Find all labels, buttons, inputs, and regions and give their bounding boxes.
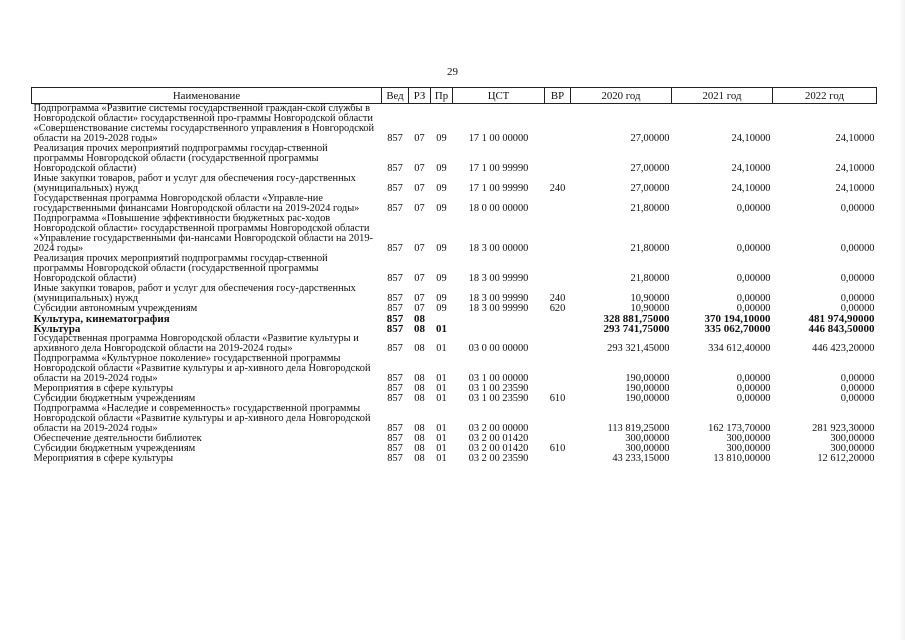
row-value-2022: 446 423,20000 bbox=[812, 343, 875, 354]
row-ved: 857 bbox=[387, 293, 403, 304]
table-row bbox=[32, 354, 877, 384]
row-cst: 18 3 00 99990 bbox=[468, 303, 529, 314]
row-cst: 03 1 00 00000 bbox=[468, 373, 529, 384]
table-row bbox=[32, 174, 877, 194]
row-ved: 857 bbox=[387, 453, 403, 464]
row-value-2020: 21,80000 bbox=[630, 243, 670, 254]
row-name: Иные закупки товаров, работ и услуг для обеспечения госу-дарственных (муниципальных) нужд bbox=[33, 173, 356, 194]
row-value-2021: 0,00000 bbox=[736, 293, 771, 304]
row-value-2021: 0,00000 bbox=[736, 383, 771, 394]
row-pr: 01 bbox=[436, 393, 447, 404]
row-value-2022: 0,00000 bbox=[840, 303, 875, 314]
row-ved: 857 bbox=[387, 393, 403, 404]
row-value-2020: 27,00000 bbox=[630, 163, 670, 174]
row-vr: 610 bbox=[549, 393, 566, 404]
row-name: Обеспечение деятельности библиотек bbox=[33, 433, 202, 444]
row-name: Государственная программа Новгородской области «Управле-ние государственными финансами Новгородской области на 2019-2024 годы» bbox=[33, 193, 360, 214]
row-name: Субсидии бюджетным учреждениям bbox=[33, 393, 196, 404]
row-value-2021: 24,10000 bbox=[731, 163, 771, 174]
row-value-2020: 27,00000 bbox=[630, 133, 670, 144]
row-cst: 18 3 00 00000 bbox=[468, 243, 529, 254]
row-value-2022: 0,00000 bbox=[840, 243, 875, 254]
header-year-2022: 2022 год bbox=[773, 88, 877, 104]
row-ved: 857 bbox=[387, 373, 403, 384]
row-rz: 08 bbox=[414, 313, 425, 325]
row-pr: 09 bbox=[436, 273, 447, 284]
row-value-2022: 281 923,30000 bbox=[812, 423, 875, 434]
row-pr: 09 bbox=[436, 133, 447, 144]
row-cst bbox=[453, 314, 545, 324]
row-name: Подпрограмма «Культурное поколение» государственной программы Новгородской области «Развитие культуры и ар-хивного дела Новгородской области на 2019-2024 годы» bbox=[33, 353, 371, 384]
row-ved: 857 bbox=[387, 243, 403, 254]
row-rz: 07 bbox=[414, 133, 425, 144]
row-rz: 07 bbox=[414, 273, 425, 284]
row-name: Государственная программа Новгородской области «Развитие культуры и архивного дела Новгородской области на 2019-2024 годы» bbox=[33, 333, 359, 354]
row-pr: 09 bbox=[436, 203, 447, 214]
row-value-2021: 0,00000 bbox=[736, 373, 771, 384]
row-value-2021: 370 194,10000 bbox=[704, 313, 771, 325]
row-ved: 857 bbox=[386, 313, 404, 325]
row-value-2022: 24,10000 bbox=[835, 183, 875, 194]
table-row bbox=[32, 284, 877, 304]
header-ved: Вед bbox=[382, 88, 409, 104]
row-ved: 857 bbox=[387, 203, 403, 214]
row-rz: 08 bbox=[414, 323, 425, 335]
row-value-2022: 0,00000 bbox=[840, 383, 875, 394]
row-vr bbox=[545, 404, 571, 434]
row-vr bbox=[545, 314, 571, 324]
row-ved: 857 bbox=[387, 183, 403, 194]
row-pr: 09 bbox=[436, 243, 447, 254]
row-value-2022: 24,10000 bbox=[835, 133, 875, 144]
row-ved: 857 bbox=[387, 273, 403, 284]
row-vr: 240 bbox=[549, 183, 566, 194]
row-name: Культура bbox=[33, 323, 81, 335]
row-value-2020: 10,90000 bbox=[630, 303, 670, 314]
row-vr bbox=[545, 334, 571, 354]
row-vr: 620 bbox=[549, 303, 566, 314]
row-cst: 18 3 00 99990 bbox=[468, 293, 529, 304]
row-value-2022: 24,10000 bbox=[835, 163, 875, 174]
row-value-2020: 113 819,25000 bbox=[607, 423, 670, 434]
row-vr bbox=[545, 454, 571, 464]
row-value-2020: 328 881,75000 bbox=[603, 313, 670, 325]
row-value-2021: 13 810,00000 bbox=[713, 453, 771, 464]
row-value-2021: 0,00000 bbox=[736, 303, 771, 314]
row-value-2020: 27,00000 bbox=[630, 183, 670, 194]
row-value-2022: 0,00000 bbox=[840, 203, 875, 214]
scan-edge bbox=[899, 0, 905, 640]
row-value-2020: 43 233,15000 bbox=[612, 453, 670, 464]
row-name: Мероприятия в сфере культуры bbox=[33, 453, 174, 464]
row-ved: 857 bbox=[387, 433, 403, 444]
row-vr: 240 bbox=[549, 293, 566, 304]
row-value-2022: 0,00000 bbox=[840, 373, 875, 384]
row-name: Подпрограмма «Наследие и современность» государственной программы Новгородской области «Развитие культуры и ар-хивного дела Новгородской области на 2019-2024 годы» bbox=[33, 403, 371, 434]
row-ved: 857 bbox=[386, 323, 404, 335]
table-row bbox=[32, 194, 877, 214]
row-vr bbox=[545, 214, 571, 254]
row-rz: 08 bbox=[414, 443, 425, 454]
row-pr: 01 bbox=[436, 343, 447, 354]
header-cst: ЦСТ bbox=[453, 88, 545, 104]
row-rz: 08 bbox=[414, 453, 425, 464]
row-name: Мероприятия в сфере культуры bbox=[33, 383, 174, 394]
row-value-2020: 293 321,45000 bbox=[607, 343, 670, 354]
table-row bbox=[32, 214, 877, 254]
table-header-row bbox=[32, 88, 877, 104]
row-value-2022: 0,00000 bbox=[840, 293, 875, 304]
row-value-2020: 300,00000 bbox=[625, 443, 670, 454]
row-ved: 857 bbox=[387, 343, 403, 354]
row-rz: 07 bbox=[414, 293, 425, 304]
header-name: Наименование bbox=[32, 88, 382, 104]
row-cst: 03 1 00 23590 bbox=[468, 393, 529, 404]
table-row bbox=[32, 404, 877, 434]
row-rz: 08 bbox=[414, 393, 425, 404]
row-name: Субсидии бюджетным учреждениям bbox=[33, 443, 196, 454]
row-value-2022: 0,00000 bbox=[840, 393, 875, 404]
row-value-2021: 0,00000 bbox=[736, 393, 771, 404]
row-value-2021: 24,10000 bbox=[731, 183, 771, 194]
row-cst: 17 1 00 00000 bbox=[468, 133, 529, 144]
row-pr: 01 bbox=[436, 443, 447, 454]
row-cst: 03 2 00 01420 bbox=[468, 443, 529, 454]
row-vr bbox=[545, 354, 571, 384]
row-value-2022: 300,00000 bbox=[830, 443, 875, 454]
row-rz: 07 bbox=[414, 163, 425, 174]
row-name: Субсидии автономным учреждениям bbox=[33, 303, 198, 314]
row-value-2022: 481 974,90000 bbox=[808, 313, 875, 325]
row-rz: 07 bbox=[414, 203, 425, 214]
row-pr: 01 bbox=[436, 423, 447, 434]
row-name: Культура, кинематография bbox=[33, 313, 170, 325]
row-ved: 857 bbox=[387, 303, 403, 314]
row-cst: 03 0 00 00000 bbox=[468, 343, 529, 354]
row-value-2021: 300,00000 bbox=[726, 443, 771, 454]
row-ved: 857 bbox=[387, 133, 403, 144]
row-cst: 03 2 00 00000 bbox=[468, 423, 529, 434]
row-pr: 01 bbox=[436, 373, 447, 384]
row-rz: 08 bbox=[414, 383, 425, 394]
header-vr: ВР bbox=[545, 88, 571, 104]
budget-table bbox=[31, 87, 877, 464]
row-value-2020: 190,00000 bbox=[625, 393, 670, 404]
row-vr bbox=[545, 194, 571, 214]
row-value-2020: 10,90000 bbox=[630, 293, 670, 304]
row-cst bbox=[453, 324, 545, 334]
row-value-2020: 190,00000 bbox=[625, 373, 670, 384]
row-vr: 610 bbox=[549, 443, 566, 454]
row-ved: 857 bbox=[387, 383, 403, 394]
row-vr bbox=[545, 144, 571, 174]
row-value-2021: 0,00000 bbox=[736, 243, 771, 254]
row-cst: 03 2 00 23590 bbox=[468, 453, 529, 464]
row-value-2021: 300,00000 bbox=[726, 433, 771, 444]
header-year-2020: 2020 год bbox=[571, 88, 672, 104]
row-value-2022: 446 843,50000 bbox=[808, 323, 875, 335]
row-ved: 857 bbox=[387, 423, 403, 434]
row-ved: 857 bbox=[387, 163, 403, 174]
row-value-2021: 0,00000 bbox=[736, 203, 771, 214]
row-name: Подпрограмма «Повышение эффективности бюджетных рас-ходов Новгородской области» государственной программы Новгородской области «Управление государственными фи-нансами Новгородской области на 2019-2024 годы» bbox=[33, 213, 373, 254]
row-rz: 07 bbox=[414, 183, 425, 194]
header-rz: РЗ bbox=[409, 88, 431, 104]
row-cst: 18 3 00 99990 bbox=[468, 273, 529, 284]
row-rz: 07 bbox=[414, 303, 425, 314]
row-pr: 09 bbox=[436, 303, 447, 314]
row-value-2020: 21,80000 bbox=[630, 273, 670, 284]
row-pr: 09 bbox=[436, 183, 447, 194]
page-number: 29 bbox=[447, 66, 458, 78]
row-value-2021: 334 612,40000 bbox=[708, 343, 771, 354]
row-rz: 08 bbox=[414, 373, 425, 384]
table-row bbox=[32, 334, 877, 354]
table-row bbox=[32, 254, 877, 284]
row-vr bbox=[545, 324, 571, 334]
row-value-2020: 190,00000 bbox=[625, 383, 670, 394]
header-pr: Пр bbox=[431, 88, 453, 104]
row-pr: 01 bbox=[436, 453, 447, 464]
row-vr bbox=[545, 254, 571, 284]
table-body bbox=[32, 104, 877, 465]
row-cst: 17 1 00 99990 bbox=[468, 183, 529, 194]
row-value-2021: 162 173,70000 bbox=[708, 423, 771, 434]
header-year-2021: 2021 год bbox=[672, 88, 773, 104]
row-vr bbox=[545, 104, 571, 145]
row-cst: 03 2 00 01420 bbox=[468, 433, 529, 444]
table-row bbox=[32, 104, 877, 145]
row-value-2020: 21,80000 bbox=[630, 203, 670, 214]
row-value-2021: 24,10000 bbox=[731, 133, 771, 144]
row-pr: 09 bbox=[436, 293, 447, 304]
table-row bbox=[32, 144, 877, 174]
row-pr: 01 bbox=[436, 383, 447, 394]
row-ved: 857 bbox=[387, 443, 403, 454]
row-cst: 17 1 00 99990 bbox=[468, 163, 529, 174]
row-name: Иные закупки товаров, работ и услуг для обеспечения госу-дарственных (муниципальных) нужд bbox=[33, 283, 356, 304]
row-value-2022: 12 612,20000 bbox=[817, 453, 875, 464]
row-cst: 03 1 00 23590 bbox=[468, 383, 529, 394]
row-value-2020: 300,00000 bbox=[625, 433, 670, 444]
row-value-2021: 0,00000 bbox=[736, 273, 771, 284]
row-value-2022: 0,00000 bbox=[840, 273, 875, 284]
row-rz: 08 bbox=[414, 433, 425, 444]
table-row bbox=[32, 454, 877, 464]
row-rz: 08 bbox=[414, 423, 425, 434]
row-value-2020: 293 741,75000 bbox=[603, 323, 670, 335]
row-name: Реализация прочих мероприятий подпрограммы государ-ственной программы Новгородской области (государственной программы Новгородской области) bbox=[33, 253, 328, 284]
row-pr: 09 bbox=[436, 163, 447, 174]
row-rz: 07 bbox=[414, 243, 425, 254]
row-name: Подпрограмма «Развитие системы государственной граждан-ской службы в Новгородской области» государственной про-граммы Новгородской области «Совершенствование системы государственного управления в Новгородской области на 2019-2028 годы» bbox=[33, 103, 375, 144]
row-name: Реализация прочих мероприятий подпрограммы государ-ственной программы Новгородской области (государственной программы Новгородской области) bbox=[33, 143, 328, 174]
row-cst: 18 0 00 00000 bbox=[468, 203, 529, 214]
row-pr: 01 bbox=[436, 323, 447, 335]
row-value-2021: 335 062,70000 bbox=[704, 323, 771, 335]
row-value-2022: 300,00000 bbox=[830, 433, 875, 444]
row-pr: 01 bbox=[436, 433, 447, 444]
row-rz: 08 bbox=[414, 343, 425, 354]
